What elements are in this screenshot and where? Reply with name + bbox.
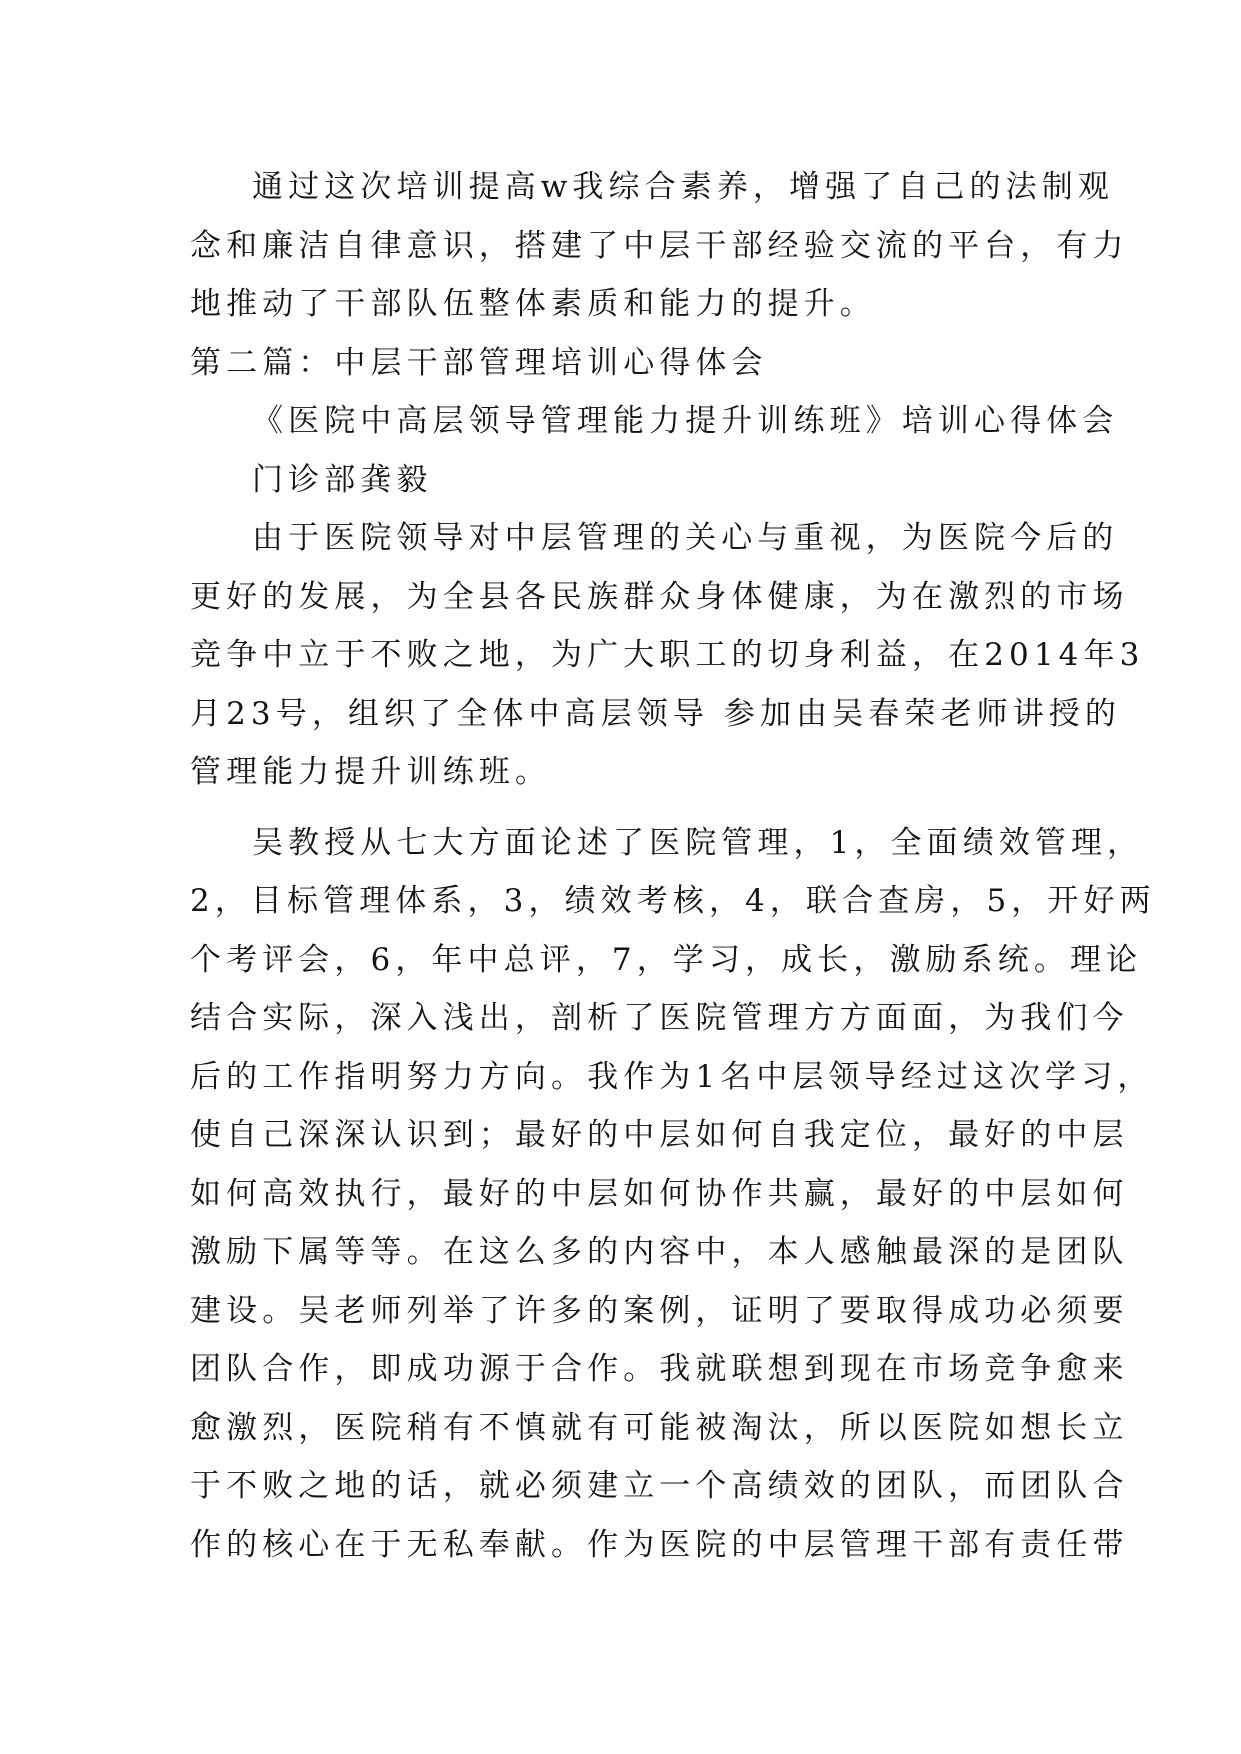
author-text: 门诊部龚毅 (252, 461, 433, 498)
paragraph-2-line-3: 竞争中立于不败之地，为广大职工的切身利益，在2014年3 (190, 637, 1145, 673)
subtitle-text: 《医院中高层领导管理能力提升训练班》培训心得体会 (252, 403, 1119, 439)
paragraph-3-line-12: 于不败之地的话，就必须建立一个高绩效的团队，而团队合 (190, 1468, 1129, 1504)
paragraph-3-line-6: 使自己深深认识到；最好的中层如何自我定位，最好的中层 (190, 1117, 1129, 1153)
author-line (190, 451, 1060, 510)
document-body (190, 158, 1156, 1574)
paragraph-3-line-9: 建设。吴老师列举了许多的案例，证明了要取得成功必须要 (190, 1292, 1129, 1329)
section-heading (190, 334, 1060, 393)
paragraph-2-line-5: 管理能力提升训练班。 (190, 754, 551, 790)
paragraph-3-line-2: 2，目标管理体系，3，绩效考核，4，联合查房，5，开好两 (190, 883, 1156, 919)
paragraph-3-line-7: 如何高效执行，最好的中层如何协作共赢，最好的中层如何 (190, 1175, 1129, 1212)
paragraph-2-line-1: 由于医院领导对中层管理的关心与重视，为医院今后的 (252, 520, 1119, 556)
paragraph-2 (190, 509, 1145, 802)
paragraph-3-line-11: 愈激烈，医院稍有不慎就有可能被淘汰，所以医院如想长立 (190, 1409, 1129, 1446)
paragraph-3-line-8: 激励下属等等。在这么多的内容中，本人感触最深的是团队 (190, 1234, 1129, 1270)
paragraph-gap (190, 802, 1060, 814)
paragraph-1-line-2: 念和廉洁自律意识，搭建了中层干部经验交流的平台，有力 (190, 227, 1129, 264)
paragraph-3-line-5: 后的工作指明努力方向。我作为1名中层领导经过这次学习， (190, 1058, 1154, 1095)
subtitle (190, 392, 1119, 451)
paragraph-3-line-4: 结合实际，深入浅出，剖析了医院管理方方面面，为我们今 (190, 1000, 1129, 1036)
paragraph-3-line-10: 团队合作，即成功源于合作。我就联想到现在市场竞争愈来 (190, 1351, 1129, 1387)
section-heading-text: 第二篇：中层干部管理培训心得体会 (190, 344, 768, 381)
paragraph-1 (190, 158, 1129, 334)
paragraph-3-line-1: 吴教授从七大方面论述了医院管理，1，全面绩效管理， (252, 824, 1144, 861)
paragraph-2-line-2: 更好的发展，为全县各民族群众身体健康，为在激烈的市场 (190, 578, 1129, 615)
paragraph-3-line-3: 个考评会，6，年中总评，7，学习，成长，激励系统。理论 (190, 941, 1143, 978)
paragraph-1-line-1: 通过这次培训提高w我综合素养，增强了自己的法制观 (252, 169, 1114, 205)
paragraph-3 (190, 814, 1156, 1575)
paragraph-3-line-13: 作的核心在于无私奉献。作为医院的中层管理干部有责任带 (190, 1526, 1129, 1563)
paragraph-2-line-4: 月23号，组织了全体中高层领导 参加由吴春荣老师讲授的 (190, 695, 1121, 732)
paragraph-1-line-3: 地推动了干部队伍整体素质和能力的提升。 (190, 286, 876, 322)
